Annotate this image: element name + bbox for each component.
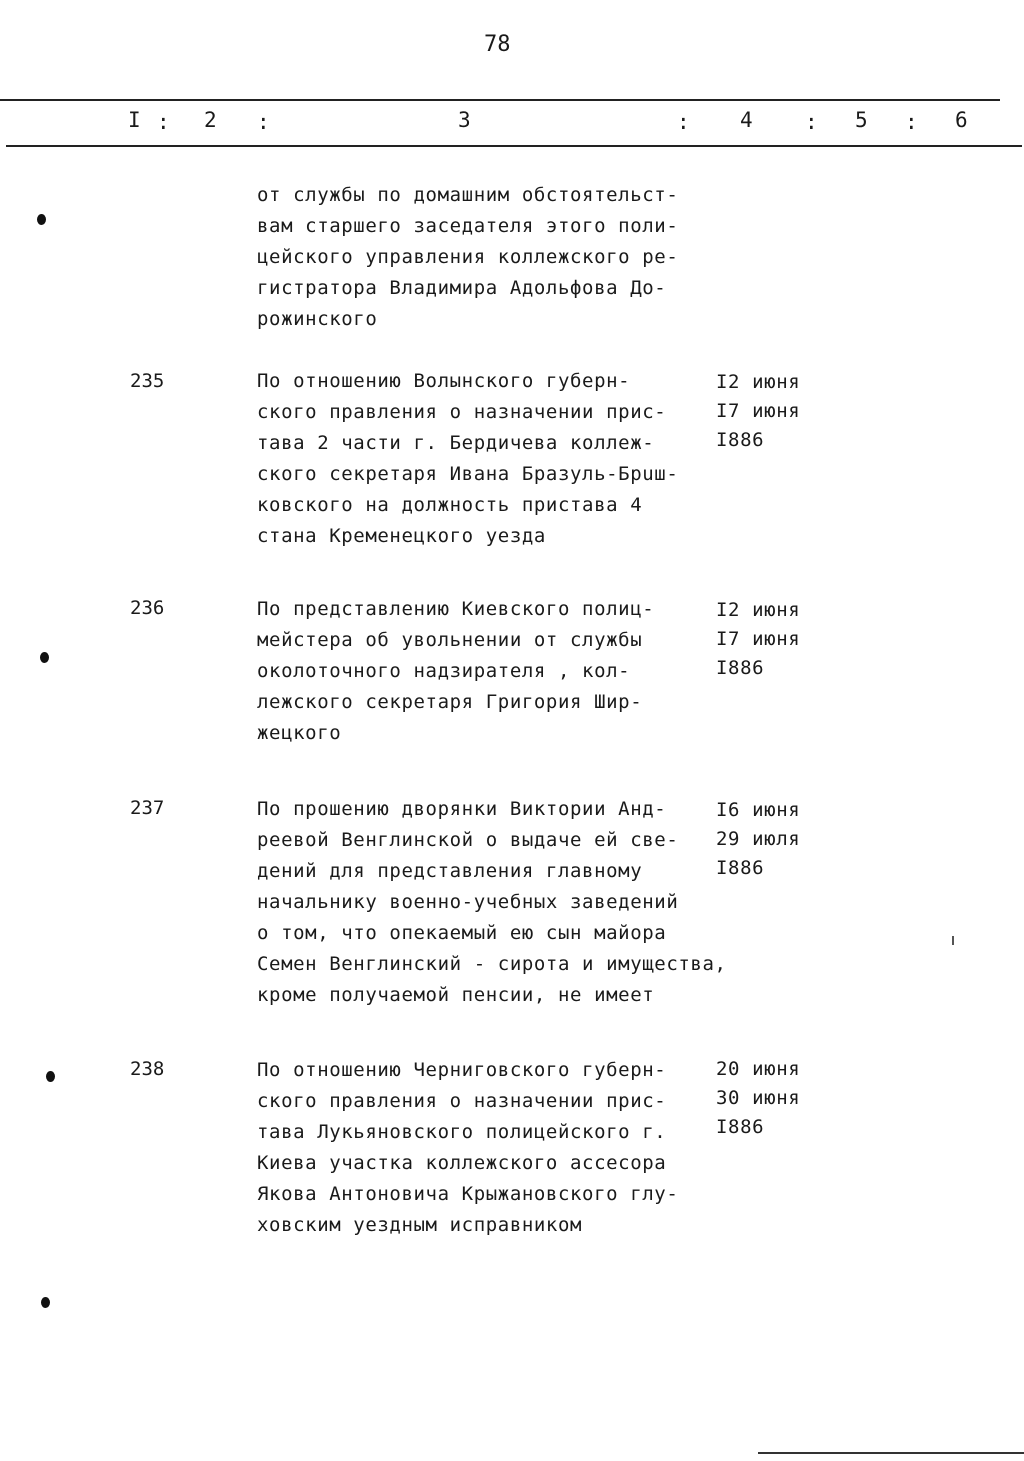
punch-hole: [41, 1297, 50, 1308]
entry-date-end: I7 июня: [716, 400, 801, 422]
entry-year: I886: [716, 657, 765, 679]
column-separator: :: [905, 110, 918, 134]
entry-number: 236: [130, 597, 165, 619]
entry-text-line: о том, что опекаемый ею сын майора: [257, 922, 667, 944]
entry-text-line: жецкого: [257, 722, 342, 744]
column-header-2: 2: [204, 108, 217, 132]
entry-text-line: ского секретаря Ивана Бразуль-Брuш-: [257, 463, 679, 485]
entry-text-line: дений для представления главному: [257, 860, 643, 882]
column-separator: :: [257, 110, 270, 134]
punch-hole: [46, 1071, 55, 1082]
entry-number: 237: [130, 797, 165, 819]
entry-text-line: от службы по домашним обстоятельст-: [257, 184, 679, 206]
entry-text: [257, 366, 777, 552]
column-header-1: I: [128, 108, 141, 132]
entry-year: I886: [716, 857, 765, 879]
entry-text: [257, 794, 777, 1011]
entry-text-line: вам старшего заседателя этого поли-: [257, 215, 679, 237]
entry-text: [257, 180, 777, 335]
entry-date-end: I7 июня: [716, 628, 801, 650]
entry-dates: [716, 596, 800, 683]
entry-text-line: начальнику военно-учебных заведений: [257, 891, 679, 913]
bottom-edge-line: [758, 1452, 1024, 1454]
column-separator: :: [157, 110, 170, 134]
entry-text-line: По прошению дворянки Виктории Анд-: [257, 798, 667, 820]
entry-text-line: По представлению Киевского полиц-: [257, 598, 655, 620]
entry-text-line: ковского на должность пристава 4: [257, 494, 643, 516]
entry-text-line: Киева участка коллежского ассесора: [257, 1152, 667, 1174]
entry-text-line: околоточного надзирателя , кол-: [257, 660, 631, 682]
entry-text-line: По отношению Черниговского губерн-: [257, 1059, 667, 1081]
entry-date-start: I2 июня: [716, 371, 801, 393]
punch-hole: [37, 214, 46, 225]
entry-text-line: По отношению Волынского губерн-: [257, 370, 631, 392]
header-top-rule: [0, 99, 1000, 101]
entry-text-line: лежского секретаря Григория Шир-: [257, 691, 643, 713]
entry-text-line: цейского управления коллежского ре-: [257, 246, 679, 268]
entry-text-line: ховским уездным исправником: [257, 1214, 583, 1236]
entry-number: 238: [130, 1058, 165, 1080]
column-header-6: 6: [955, 108, 968, 132]
entry-date-end: 30 июня: [716, 1087, 801, 1109]
entry-text-line: Якова Антоновича Крыжановского глу-: [257, 1183, 679, 1205]
entry-text-line: мейстера об увольнении от службы: [257, 629, 643, 651]
entry-year: I886: [716, 1116, 765, 1138]
entry-text-line: стана Кременецкого уезда: [257, 525, 546, 547]
entry-text-line: Семен Венглинский - сирота и имущества,: [257, 953, 727, 975]
entry-date-start: I2 июня: [716, 599, 801, 621]
column-header-4: 4: [740, 108, 753, 132]
header-bottom-rule: [6, 145, 1022, 147]
column-header-5: 5: [855, 108, 868, 132]
entry-dates: [716, 368, 800, 455]
entry-dates: [716, 1055, 800, 1142]
entry-year: I886: [716, 429, 765, 451]
column-header-3: 3: [458, 108, 471, 132]
entry-number: 235: [130, 370, 165, 392]
entry-dates: [716, 796, 800, 883]
entry-text-line: кроме получаемой пенсии, не имеет: [257, 984, 655, 1006]
entry-text-line: реевой Венглинской о выдаче ей све-: [257, 829, 679, 851]
punch-hole: [40, 652, 49, 663]
entry-text-line: ского правления о назначении прис-: [257, 401, 667, 423]
entry-text-line: ского правления о назначении прис-: [257, 1090, 667, 1112]
scan-speck: [952, 936, 954, 945]
entry-date-end: 29 июля: [716, 828, 801, 850]
column-separator: :: [805, 110, 818, 134]
entry-date-start: 20 июня: [716, 1058, 801, 1080]
entry-text: [257, 594, 777, 749]
entry-date-start: I6 июня: [716, 799, 801, 821]
page-number: 78: [484, 32, 511, 57]
entry-text: [257, 1055, 777, 1241]
column-separator: :: [677, 110, 690, 134]
entry-text-line: тава 2 части г. Бердичева коллеж-: [257, 432, 655, 454]
entry-text-line: гистратора Владимира Адольфова До-: [257, 277, 667, 299]
entry-text-line: тава Лукьяновского полицейского г.: [257, 1121, 667, 1143]
entry-text-line: рожинского: [257, 308, 378, 330]
